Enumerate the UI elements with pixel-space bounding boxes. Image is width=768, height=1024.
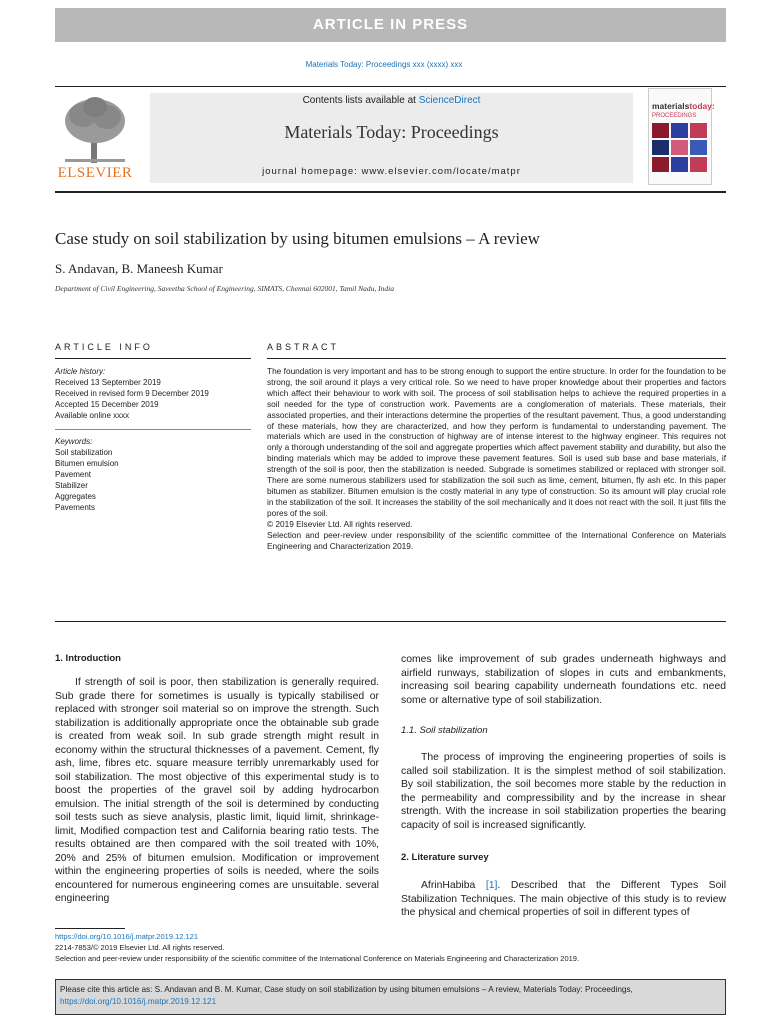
reference-link[interactable]: [1] (485, 880, 498, 891)
keyword: Pavement (55, 470, 92, 479)
abstract-bottom-rule (55, 621, 726, 622)
article-history (55, 366, 255, 421)
journal-reference[interactable]: Materials Today: Proceedings xxx (xxxx) xxx (305, 60, 463, 69)
keyword: Stabilizer (55, 481, 88, 490)
cover-tile (690, 157, 707, 172)
keyword: Aggregates (55, 492, 96, 501)
author-affiliation: Department of Civil Engineering, Saveetha School of Engineering, SIMATS, Chennai 602001, Tamil Nadu, India (55, 284, 394, 293)
article-info-rule (55, 358, 251, 359)
cover-title-b: today: (689, 101, 715, 111)
literature-survey-heading: 2. Literature survey (401, 852, 489, 863)
doi-link[interactable]: https://doi.org/10.1016/j.matpr.2019.12.121 (55, 932, 199, 941)
keyword: Soil stabilization (55, 448, 113, 457)
paper-authors[interactable]: S. Andavan, B. Maneesh Kumar (55, 261, 223, 276)
keyword: Pavements (55, 503, 96, 512)
intro-paragraph: If strength of soil is poor, then stabilization is generally required. Sub grade there for sometimes is usually is typically stabilised or replaced with stronger soil material so on improve the strength. Such stabilization is additionally appropriate once the obtainable sub grade is created from weak soil. In sub grade strength might result in economy within the structural thicknesses of a pavement. Cement, fly ash, lime, fibres etc. square measure terribly unremarkably used for soil stabilization. The most objective of this experimental study is to boost the properties of the gravel soil by adding hydrocarbon emulsion. The initial strength of the soil is determined by conducting soil tests such as sieve analysis, plastic limit, liquid limit, shrinkage-limit, Modified compaction test and California bearing ratio tests. The results obtained are then compared with the soil treated with 10%, 20% and 25% of bitumen emulsion. Modification or improvement within the engineering properties of soils is needed, where the soils encountered for numerous engineering comes are unsuitable. several engineering (55, 677, 379, 904)
footer-peer-review: Selection and peer-review under responsibility of the scientific committee of the International Conference on Materials Engineering and Characterization 2019. (55, 954, 580, 963)
article-in-press-banner: ARTICLE IN PRESS (55, 8, 726, 42)
soil-stabilization-paragraph: The process of improving the engineering properties of soils is called soil stabilization. It is the simplest method of soil stabilization. By soil stabilization, the soil becomes more stable by the reduction in the permeability and compressibility and by the increase in shear strength. With the increase in soil stabilization properties the bearing capacity of soil is increased significantly. (401, 752, 726, 831)
introduction-heading: 1. Introduction (55, 653, 121, 664)
masthead-bottom-rule (55, 191, 726, 193)
keywords-label: Keywords: (55, 437, 93, 446)
elsevier-logo[interactable] (55, 93, 135, 183)
contents-prefix: Contents lists available at (302, 95, 419, 106)
cover-image-grid (652, 123, 708, 173)
footer-rule (55, 928, 125, 929)
soil-stabilization-text (401, 751, 726, 832)
cover-title (652, 101, 715, 111)
footer-issn: 2214-7853/© 2019 Elsevier Ltd. All rights reserved. (55, 943, 225, 952)
cover-tile (652, 140, 669, 155)
citation-doi-link[interactable]: https://doi.org/10.1016/j.matpr.2019.12.121 (60, 997, 217, 1006)
citation-text: Please cite this article as: S. Andavan and B. M. Kumar, Case study on soil stabilization by using bitumen emulsions – A review, Materials Today: Proceedings, (60, 985, 633, 994)
contents-line (150, 95, 633, 106)
keyword: Bitumen emulsion (55, 459, 119, 468)
literature-survey-text (401, 879, 726, 920)
cover-tile (652, 123, 669, 138)
journal-homepage[interactable]: journal homepage: www.elsevier.com/locate/matpr (262, 166, 521, 177)
history-item: Available online xxxx (55, 411, 130, 420)
continuation-paragraph: comes like improvement of sub grades underneath highways and airfield runways, stabilization of slopes in cuts and embankments, increasing soil bearing capability underneath foundations etc. need some or alternative type of soil stabilization. (401, 654, 726, 706)
keywords-rule (55, 429, 251, 430)
cover-tile (652, 157, 669, 172)
introduction-text (55, 676, 379, 906)
abstract-copyright: © 2019 Elsevier Ltd. All rights reserved. (267, 518, 413, 529)
cover-tile (690, 123, 707, 138)
journal-cover[interactable] (648, 88, 715, 185)
cover-tile (690, 140, 707, 155)
footer-doi (55, 932, 198, 941)
history-label: Article history: (55, 367, 106, 376)
abstract-rule (267, 358, 726, 359)
journal-title: Materials Today: Proceedings (284, 122, 499, 142)
cover-subtitle: PROCEEDINGS (652, 113, 697, 119)
abstract-body (267, 366, 726, 551)
soil-stabilization-heading: 1.1. Soil stabilization (401, 725, 488, 736)
cover-tile (671, 140, 688, 155)
masthead-top-rule (55, 86, 726, 87)
lit-pre: AfrinHabiba (421, 880, 486, 891)
abstract-peer-review: Selection and peer-review under responsibility of the scientific committee of the International Conference on Materials Engineering and Characterization 2019. (267, 529, 726, 551)
history-item: Received 13 September 2019 (55, 378, 161, 387)
abstract-heading: ABSTRACT (267, 342, 340, 352)
history-item: Accepted 15 December 2019 (55, 400, 159, 409)
lit-post: . Described that the Different Types Soil Stabilization Techniques. The main objective of this study is to review the physical and chemical properties of soil in different types of (401, 880, 727, 918)
cover-tile (671, 157, 688, 172)
sciencedirect-link[interactable]: ScienceDirect (418, 95, 481, 106)
article-info-heading: ARTICLE INFO (55, 342, 153, 352)
citation-box (55, 979, 726, 1015)
history-item: Received in revised form 9 December 2019 (55, 389, 209, 398)
elsevier-wordmark: ELSEVIER (57, 165, 133, 181)
cover-tile (671, 123, 688, 138)
keywords-list (55, 436, 255, 513)
right-column-continuation (401, 653, 726, 707)
literature-paragraph (401, 879, 726, 920)
cover-title-a: materials (652, 101, 690, 111)
paper-title: Case study on soil stabilization by using bitumen emulsions – A review (55, 229, 540, 248)
abstract-text: The foundation is very important and has to be strong enough to support the entire structure. In order for the foundation to be strong, the soil around it plays a very critical role. So we need to have proper knowledge about their properties and factors which affect their behaviour to work with soil. The process of soil stabilisation helps to achieve the required properties in a soil needed for the type of construction work. Pavements are a conglomeration of materials. These materials, their associated properties, and their interactions determine the properties of the resultant pavement. Thus, a good understanding of these materials, how they are characterized, and how they perform is fundamental to understanding pavement. The materials which are used in the construction of highway are of intense interest to the highway engineer. This requires not only a thorough understanding of the soil and aggregate properties which affect pavement stability and durability, but also the binding materials which may be added to improve these pavement features. Soil is used sub base and base materials, if strength of the soil is poor, then the stabilization is needed. Subgrade is sometimes stabilized or replaced with stronger soil. There are some numerous stabilizers used for stabilization the soil such as lime, cement, bitumen, fly ash etc. In this paper bitumen as stabilizer. Bitumen emulsion is the costly material in any type of construction. So its amount will play crucial role in the stabilization of the soil. It increases the stability of the soil mechanically and it does not react with the soil. It just fills the pores of the soil. (267, 366, 726, 518)
